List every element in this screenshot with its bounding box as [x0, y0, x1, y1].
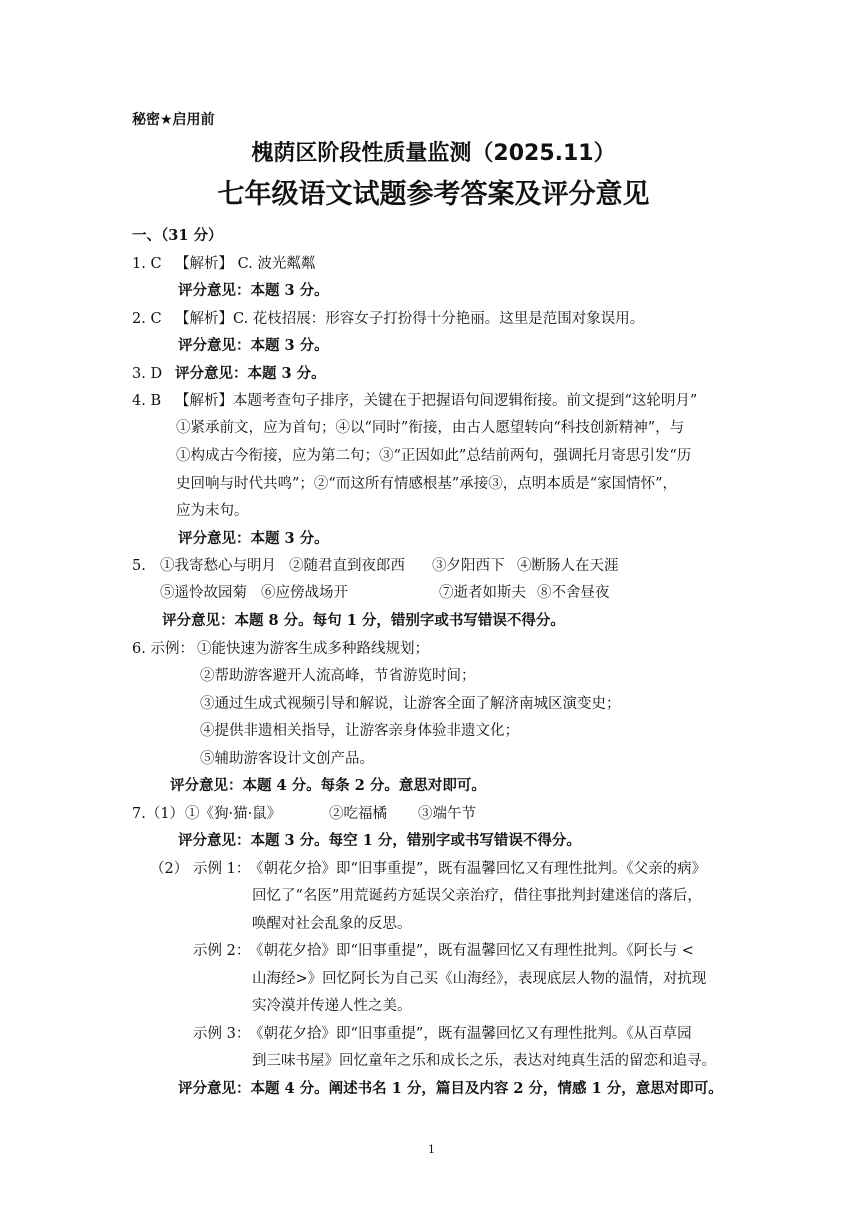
- page-title: 槐荫区阶段性质量监测（2025.11）: [251, 141, 616, 166]
- q2-score: 评分意见：本题 3 分。: [178, 337, 329, 354]
- q7-part2-score: 评分意见：本题 4 分。阐述书名 1 分，篇目及内容 2 分，情感 1 分，意思对即可。: [178, 1080, 723, 1097]
- q2-analysis: 【解析】C. 花枝招展：形容女子打扮得十分艳丽。这里是范围对象误用。: [175, 311, 645, 327]
- example-line: 回忆了“名医”用荒诞药方延误父亲治疗，借往事批判封建迷信的落后，: [252, 888, 702, 904]
- q6-item: ⑤辅助游客设计文创产品。: [200, 751, 374, 767]
- example-line: 到三味书屋》回忆童年之乐和成长之乐，表达对纯真生活的留恋和追寻。: [252, 1053, 716, 1069]
- q7-answer: ①《狗·猫·鼠》: [185, 806, 282, 822]
- q7-answer: ②吃福橘: [329, 806, 387, 822]
- example-line: 《朝花夕拾》即“旧事重提”，既有温馨回忆又有理性批判。《从百草园: [249, 1026, 692, 1042]
- q4-number: 4. B: [132, 393, 162, 409]
- page-subtitle: 七年级语文试题参考答案及评分意见: [217, 179, 650, 210]
- example-line: 山海经>》回忆阿长为自己买《山海经》，表现底层人物的温情，对抗现: [252, 971, 707, 987]
- example-line: 唤醒对社会乱象的反思。: [252, 916, 412, 932]
- q4-line: 史回响与时代共鸣”；②“而这所有情感根基”承接③，点明本质是“家国情怀”，: [176, 476, 678, 492]
- q6-score: 评分意见：本题 4 分。每条 2 分。意思对即可。: [170, 777, 486, 794]
- q4-line: 应为末句。: [176, 503, 249, 519]
- q4-line: 【解析】本题考查句子排序，关键在于把握语句间逻辑衔接。前文提到“这轮明月”: [175, 393, 698, 409]
- q4-score: 评分意见：本题 3 分。: [178, 530, 329, 547]
- q7-answer: ③端午节: [418, 806, 476, 822]
- q5-answer: ⑦逝者如斯夫: [439, 585, 526, 601]
- example-label: 示例 1：: [193, 861, 251, 877]
- q6-number: 6. 示例：: [132, 641, 194, 657]
- q7-part1-score: 评分意见：本题 3 分。每空 1 分，错别字或书写错误不得分。: [178, 832, 581, 849]
- q5-number: 5.: [132, 558, 146, 574]
- q6-item: ②帮助游客避开人流高峰，节省游览时间；: [200, 668, 476, 684]
- confidential-label: 秘密★启用前: [132, 112, 215, 128]
- q5-answer: ⑧不舍昼夜: [537, 585, 610, 601]
- example-line: 《朝花夕拾》即“旧事重提”，既有温馨回忆又有理性批判。《阿长与 <: [249, 943, 694, 959]
- q1-analysis: 【解析】 C. 波光粼粼: [175, 256, 316, 272]
- q5-answer: ⑥应傍战场开: [261, 585, 348, 601]
- example-label: 示例 2：: [193, 943, 251, 959]
- example-line: 实冷漠并传递人性之美。: [252, 998, 412, 1014]
- section-heading: 一、（31 分）: [132, 227, 223, 244]
- q5-answer: ③夕阳西下: [432, 558, 505, 574]
- q6-item: ④提供非遗相关指导，让游客亲身体验非遗文化；: [200, 723, 519, 739]
- q5-score: 评分意见：本题 8 分。每句 1 分，错别字或书写错误不得分。: [162, 612, 565, 629]
- q7-part1-label: 7.（1）: [132, 806, 185, 822]
- q3-number: 3. D: [132, 366, 163, 382]
- example-label: 示例 3：: [193, 1026, 251, 1042]
- q5-answer: ④断肠人在天涯: [517, 558, 619, 574]
- q6-item: ③通过生成式视频引导和解说，让游客全面了解济南城区演变史；: [200, 696, 621, 712]
- example-line: 《朝花夕拾》即“旧事重提”，既有温馨回忆又有理性批判。《父亲的病》: [249, 861, 707, 877]
- q1-number: 1. C: [132, 256, 162, 272]
- q5-answer: ⑤遥怜故园菊: [160, 585, 247, 601]
- q5-answer: ①我寄愁心与明月: [160, 558, 276, 574]
- q4-line: ①紧承前文，应为首句；④以“同时”衔接，由古人愿望转向“科技创新精神”，与: [176, 420, 685, 436]
- q7-part2-label: （2）: [150, 861, 189, 877]
- q4-line: ①构成古今衔接，应为第二句；③“正因如此”总结前两句，强调托月寄思引发“历: [176, 448, 692, 464]
- q2-number: 2. C: [132, 311, 162, 327]
- q3-score: 评分意见：本题 3 分。: [175, 365, 326, 382]
- q5-answer: ②随君直到夜郎西: [289, 558, 405, 574]
- q6-item: ①能快速为游客生成多种路线规划；: [197, 641, 429, 657]
- page-number: 1: [428, 1143, 435, 1156]
- q1-score: 评分意见：本题 3 分。: [178, 282, 329, 299]
